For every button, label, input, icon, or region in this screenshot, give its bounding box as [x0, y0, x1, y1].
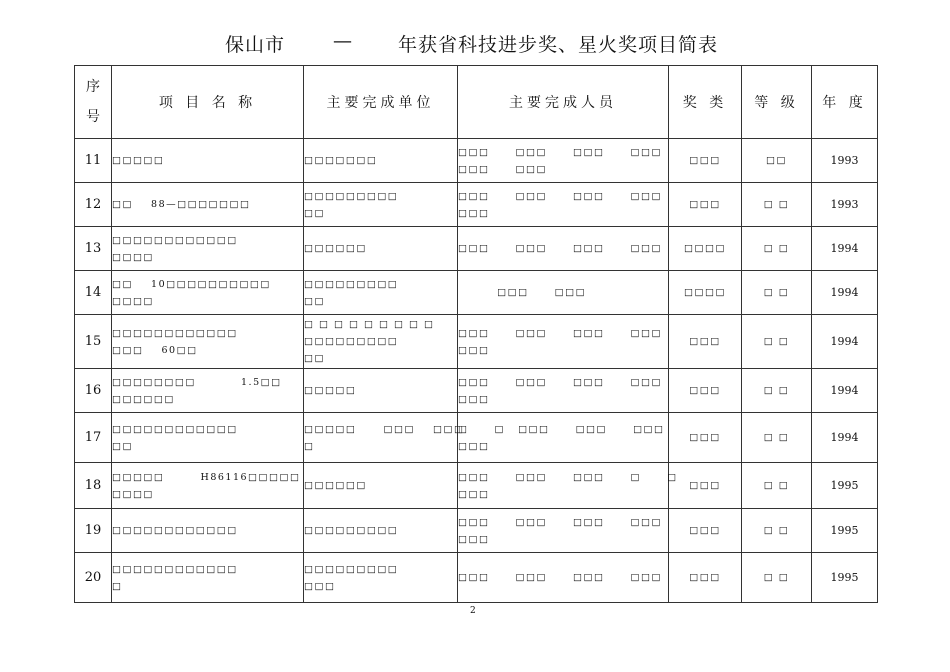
- row-grade: □ □: [742, 183, 812, 227]
- row-year: 1995: [812, 463, 878, 509]
- table-row: [75, 139, 878, 183]
- table-row: [75, 413, 878, 463]
- row-number: 15: [75, 315, 112, 369]
- row-year: 1994: [812, 413, 878, 463]
- table-row: [75, 463, 878, 509]
- row-unit: □ □ □ □ □ □ □ □ □ □□□□□□□□□ □□: [304, 315, 458, 369]
- row-people: □□□ □□□ □□□ □□□ □□□: [458, 315, 669, 369]
- row-grade: □ □: [742, 227, 812, 271]
- row-number: 20: [75, 553, 112, 603]
- row-year: 1994: [812, 227, 878, 271]
- row-award: □□□: [669, 139, 742, 183]
- row-year: 1994: [812, 315, 878, 369]
- row-award: □□□: [669, 183, 742, 227]
- row-unit: □□□□□ □□□ □□□ □: [304, 413, 458, 463]
- header-award: 奖 类: [669, 66, 742, 139]
- table-row: [75, 369, 878, 413]
- row-year: 1995: [812, 553, 878, 603]
- row-grade: □ □: [742, 271, 812, 315]
- table-header-row: [75, 66, 878, 139]
- row-grade: □ □: [742, 463, 812, 509]
- row-unit: □□□□□□: [304, 227, 458, 271]
- title-dash: —: [333, 30, 353, 52]
- row-project-name: □□□□□□□□□□□□ □□: [112, 413, 304, 463]
- row-unit: □□□□□□: [304, 463, 458, 509]
- row-project-name: □□□□□□□□□□□□ □□□□: [112, 227, 304, 271]
- header-unit: 主要完成单位: [304, 66, 458, 139]
- row-year: 1994: [812, 271, 878, 315]
- row-unit: □□□□□□□□□: [304, 509, 458, 553]
- row-project-name: □□ 10□□□□□□□□□□ □□□□: [112, 271, 304, 315]
- row-number: 11: [75, 139, 112, 183]
- row-number: 14: [75, 271, 112, 315]
- row-award: □□□: [669, 315, 742, 369]
- row-award: □□□: [669, 553, 742, 603]
- row-number: 18: [75, 463, 112, 509]
- row-project-name: □□ 88—□□□□□□□: [112, 183, 304, 227]
- row-award: □□□: [669, 509, 742, 553]
- row-grade: □□: [742, 139, 812, 183]
- table-row: [75, 227, 878, 271]
- table-row: [75, 553, 878, 603]
- row-people: □□□ □□□ □□□ □ □ □□□: [458, 463, 669, 509]
- awards-table: [74, 65, 878, 603]
- row-people: □□□ □□□ □□□ □□□ □□□ □□□: [458, 139, 669, 183]
- title-city: 保山市: [225, 34, 286, 56]
- row-year: 1995: [812, 509, 878, 553]
- row-unit: □□□□□□□□□ □□: [304, 183, 458, 227]
- row-project-name: □□□□□□□□□□□□ □: [112, 553, 304, 603]
- header-people: 主要完成人员: [458, 66, 669, 139]
- row-project-name: □□□□□□□□ 1.5□□ □□□□□□: [112, 369, 304, 413]
- row-award: □□□□: [669, 227, 742, 271]
- row-year: 1994: [812, 369, 878, 413]
- row-grade: □ □: [742, 509, 812, 553]
- row-people: □□□ □□□ □□□ □□□ □□□: [458, 183, 669, 227]
- page-number: 2: [470, 606, 476, 616]
- row-people: □□□ □□□ □□□ □□□ □□□: [458, 369, 669, 413]
- row-number: 19: [75, 509, 112, 553]
- header-seq: 序 号: [75, 66, 112, 139]
- row-project-name: □□□□□: [112, 139, 304, 183]
- row-year: 1993: [812, 183, 878, 227]
- row-people: □□□ □□□ □□□ □□□: [458, 553, 669, 603]
- row-unit: □□□□□□□□□ □□: [304, 271, 458, 315]
- row-grade: □ □: [742, 413, 812, 463]
- title-text: 年获省科技进步奖、星火奖项目简表: [398, 34, 719, 56]
- row-grade: □ □: [742, 553, 812, 603]
- row-people: □□□ □□□: [458, 271, 669, 315]
- table-row: [75, 183, 878, 227]
- row-unit: □□□□□: [304, 369, 458, 413]
- row-project-name: □□□□□ H86116□□□□□ □□□□: [112, 463, 304, 509]
- table-row: [75, 509, 878, 553]
- row-unit: □□□□□□□□□ □□□: [304, 553, 458, 603]
- row-year: 1993: [812, 139, 878, 183]
- table-row: [75, 271, 878, 315]
- row-project-name: □□□□□□□□□□□□ □□□ 60□□: [112, 315, 304, 369]
- row-number: 17: [75, 413, 112, 463]
- header-name: 项 目 名 称: [112, 66, 304, 139]
- row-number: 12: [75, 183, 112, 227]
- row-unit: □□□□□□□: [304, 139, 458, 183]
- table-row: [75, 315, 878, 369]
- row-people: □□□ □□□ □□□ □□□ □□□: [458, 509, 669, 553]
- row-award: □□□: [669, 369, 742, 413]
- header-year: 年 度: [812, 66, 878, 139]
- header-grade: 等 级: [742, 66, 812, 139]
- row-number: 16: [75, 369, 112, 413]
- row-grade: □ □: [742, 315, 812, 369]
- row-people: □□□ □□□ □□□ □□□: [458, 227, 669, 271]
- row-project-name: □□□□□□□□□□□□: [112, 509, 304, 553]
- row-people: □ □ □□□ □□□ □□□ □□□: [458, 413, 669, 463]
- row-award: □□□: [669, 413, 742, 463]
- row-award: □□□: [669, 463, 742, 509]
- row-number: 13: [75, 227, 112, 271]
- row-grade: □ □: [742, 369, 812, 413]
- row-award: □□□□: [669, 271, 742, 315]
